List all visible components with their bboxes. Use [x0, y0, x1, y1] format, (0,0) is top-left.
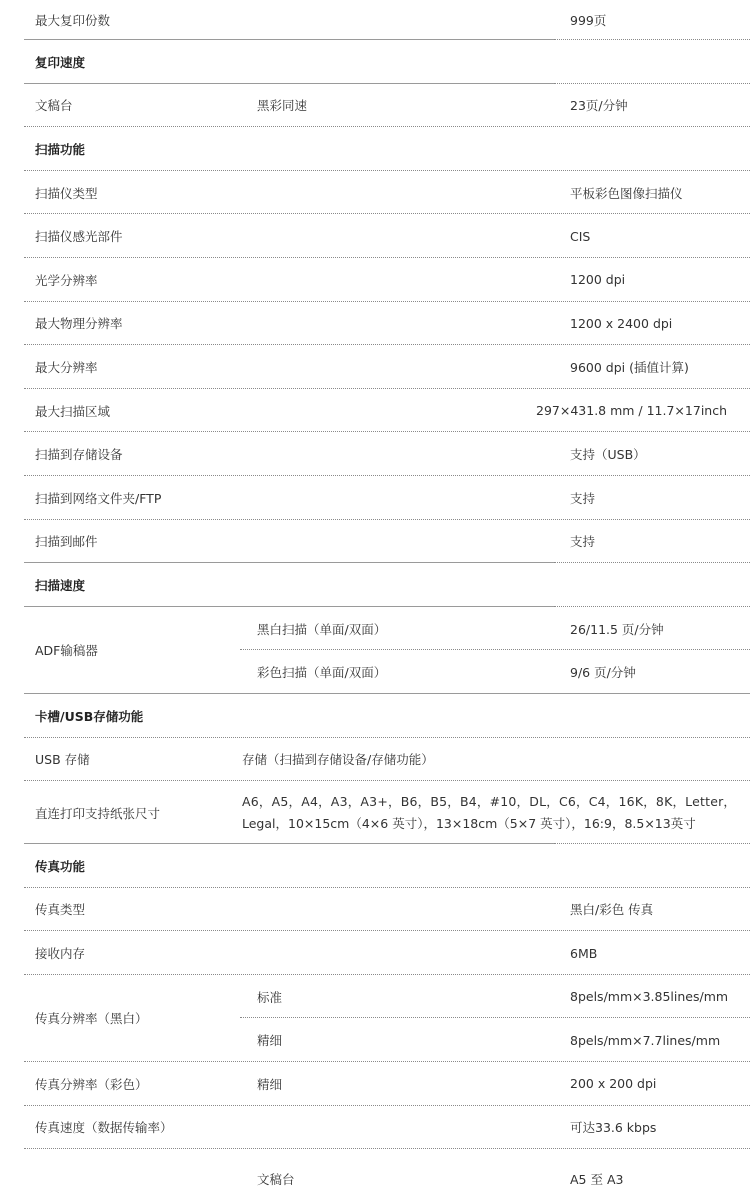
spec-value: 999页 — [570, 13, 607, 28]
spec-value: 1200 dpi — [570, 272, 626, 288]
spec-label: 传真类型 — [35, 902, 86, 918]
spec-row-max-copies — [24, 0, 750, 40]
spec-label: 扫描到网络文件夹/FTP — [35, 490, 162, 506]
spec-row-recv-memory — [24, 931, 750, 975]
spec-row-partial — [24, 1149, 750, 1193]
spec-value-line: Legal，10×15cm（4×6 英寸），13×18cm（5×7 英寸），16:9，8.5×13英寸 — [242, 815, 696, 831]
spec-value: 平板彩色图像扫描仪 — [570, 185, 683, 201]
spec-label: 光学分辨率 — [35, 272, 98, 288]
spec-value: 23页/分钟 — [570, 98, 628, 114]
spec-label: 传真分辨率（黑白） — [35, 1011, 148, 1027]
spec-row-scan-to-mail — [24, 520, 750, 564]
spec-label: ADF输稿器 — [35, 643, 98, 659]
spec-row-scanner-type — [24, 171, 750, 215]
spec-row-max-scan-area — [24, 389, 750, 433]
spec-value: 黑白/彩色 传真 — [570, 902, 654, 918]
spec-row-optical-res — [24, 258, 750, 302]
section-title: 卡槽/USB存储功能 — [35, 708, 144, 724]
spec-label: 扫描仪感光部件 — [35, 229, 123, 245]
section-header-card-usb — [24, 694, 750, 738]
spec-subtype: 文稿台 — [257, 1172, 295, 1188]
spec-value: A5 至 A3 — [570, 1172, 624, 1188]
spec-row-scan-to-ftp — [24, 476, 750, 520]
spec-label: 接收内存 — [35, 946, 86, 962]
spec-label: 传真速度（数据传输率） — [35, 1120, 173, 1136]
spec-label: 扫描到存储设备 — [35, 447, 123, 463]
spec-value: 200 x 200 dpi — [570, 1076, 657, 1092]
spec-value: 支持（USB） — [570, 447, 646, 463]
section-title: 传真功能 — [35, 858, 86, 874]
spec-row-fax-res-mono — [24, 975, 750, 1062]
spec-subtype: 标准 — [257, 989, 283, 1005]
spec-row-scan-to-storage — [24, 432, 750, 476]
section-header-scan — [24, 127, 750, 171]
spec-value: 26/11.5 页/分钟 — [570, 621, 664, 637]
spec-label: 传真分辨率（彩色） — [35, 1076, 148, 1092]
spec-row-fax-speed — [24, 1106, 750, 1150]
spec-subtype: 精细 — [257, 1033, 283, 1049]
spec-label: 最大扫描区域 — [35, 403, 111, 419]
spec-label: 最大复印份数 — [35, 13, 111, 28]
spec-label: 最大分辨率 — [35, 359, 98, 375]
spec-row-platen — [24, 84, 750, 128]
spec-row-fax-res-color — [24, 1062, 750, 1106]
spec-value: 6MB — [570, 945, 598, 961]
spec-subtype: 彩色扫描（单面/双面） — [257, 665, 387, 681]
spec-subtype: 精细 — [257, 1076, 283, 1092]
section-header-copy-speed — [24, 40, 750, 84]
section-header-scan-speed — [24, 563, 750, 607]
spec-value: 支持 — [570, 490, 596, 506]
spec-value: 9600 dpi (插值计算) — [570, 359, 689, 375]
spec-value: 8pels/mm×3.85lines/mm — [570, 989, 729, 1005]
section-title: 扫描速度 — [35, 577, 86, 593]
spec-row-max-physical-res — [24, 302, 750, 346]
section-title: 复印速度 — [35, 54, 86, 70]
spec-subtype: 黑白扫描（单面/双面） — [257, 621, 387, 637]
spec-value: 支持 — [570, 534, 596, 550]
spec-value: 存储（扫描到存储设备/存储功能） — [242, 752, 434, 768]
spec-label: 扫描到邮件 — [35, 534, 98, 550]
section-header-fax — [24, 844, 750, 888]
spec-row-direct-print-sizes — [24, 781, 750, 844]
spec-value — [242, 781, 750, 844]
spec-label: 文稿台 — [35, 98, 73, 114]
spec-value: 1200 x 2400 dpi — [570, 315, 673, 331]
spec-value: CIS — [570, 228, 591, 244]
spec-table — [24, 0, 750, 1193]
spec-row-fax-type — [24, 888, 750, 932]
spec-value-line: A6，A5，A4，A3，A3+，B6，B5，B4，#10，DL，C6，C4，16K，8K，Letter， — [242, 793, 737, 809]
spec-label: 直连打印支持纸张尺寸 — [35, 805, 161, 821]
spec-row-usb-storage — [24, 738, 750, 782]
section-title: 扫描功能 — [35, 141, 86, 157]
spec-label: 最大物理分辨率 — [35, 316, 123, 332]
spec-value: 可达33.6 kbps — [570, 1120, 657, 1136]
spec-row-scanner-sensor — [24, 214, 750, 258]
spec-row-max-res — [24, 345, 750, 389]
spec-value: 9/6 页/分钟 — [570, 665, 636, 681]
spec-label: 扫描仪类型 — [35, 185, 98, 201]
spec-label: USB 存储 — [35, 752, 90, 768]
spec-subtype: 黑彩同速 — [257, 98, 308, 114]
spec-value: 297×431.8 mm / 11.7×17inch — [536, 403, 728, 419]
spec-row-adf — [24, 607, 750, 694]
spec-value: 8pels/mm×7.7lines/mm — [570, 1032, 721, 1048]
